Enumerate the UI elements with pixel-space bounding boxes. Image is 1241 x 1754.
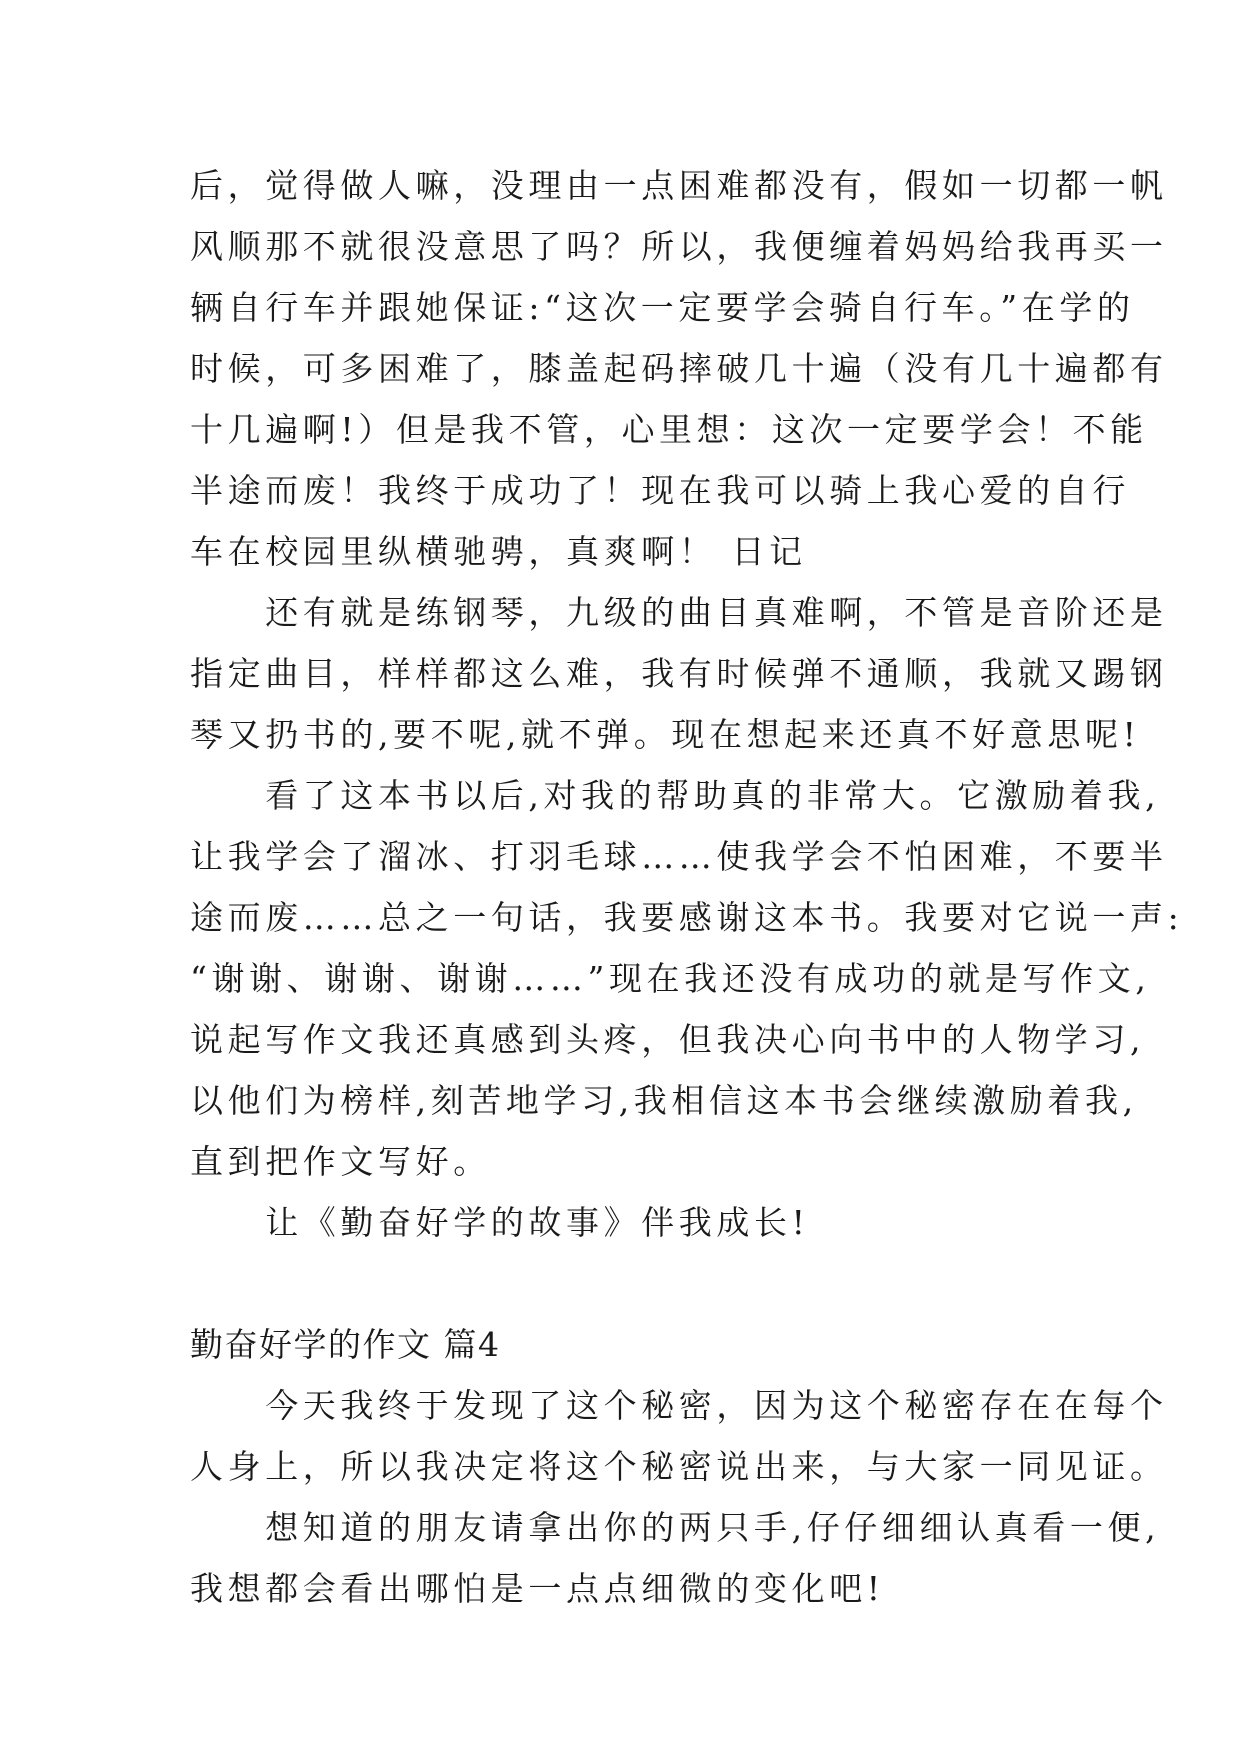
- text-line: 让我学会了溜冰、打羽毛球……使我学会不怕困难，不要半: [190, 837, 1168, 876]
- text-line: 以他们为榜样,刻苦地学习,我相信这本书会继续激励着我,: [190, 1081, 1138, 1120]
- paragraph-first-line: 看了这本书以后,对我的帮助真的非常大。它激励着我,: [190, 776, 1161, 815]
- text-line: 我想都会看出哪怕是一点点细微的变化吧!: [190, 1569, 885, 1608]
- text-line: 指定曲目，样样都这么难，我有时候弹不通顺，我就又踢钢: [190, 654, 1168, 693]
- text-line: 辆自行车并跟她保证:“这次一定要学会骑自行车。”在学的: [190, 288, 1135, 327]
- text-line: 车在校园里纵横驰骋，真爽啊！ 日记: [190, 532, 807, 571]
- paragraph-first-line: 让《勤奋好学的故事》伴我成长!: [190, 1203, 810, 1242]
- text-line: 半途而废！我终于成功了！现在我可以骑上我心爱的自行: [190, 471, 1130, 510]
- text-line: 风顺那不就很没意思了吗？所以，我便缠着妈妈给我再买一: [190, 227, 1168, 266]
- text-line: 人身上，所以我决定将这个秘密说出来，与大家一同见证。: [190, 1447, 1168, 1486]
- text-line: 时候，可多困难了，膝盖起码摔破几十遍（没有几十遍都有: [190, 349, 1168, 388]
- paragraph-first-line: 今天我终于发现了这个秘密，因为这个秘密存在在每个: [190, 1386, 1168, 1425]
- text-line: 说起写作文我还真感到头疼，但我决心向书中的人物学习,: [190, 1020, 1146, 1059]
- text-line: 十几遍啊!）但是我不管，心里想：这次一定要学会！不能: [190, 410, 1148, 449]
- text-line: 后，觉得做人嘛，没理由一点困难都没有，假如一切都一帆: [190, 166, 1168, 205]
- text-line: 琴又扔书的,要不呢,就不弹。现在想起来还真不好意思呢!: [190, 715, 1141, 754]
- section-heading: 勤奋好学的作文 篇4: [190, 1325, 501, 1364]
- paragraph-first-line: 想知道的朋友请拿出你的两只手,仔仔细细认真看一便,: [190, 1508, 1161, 1547]
- document-body: [190, 155, 1184, 1619]
- paragraph-first-line: 还有就是练钢琴，九级的曲目真难啊，不管是音阶还是: [190, 593, 1168, 632]
- text-line: 途而废……总之一句话，我要感谢这本书。我要对它说一声:: [190, 898, 1184, 937]
- text-line: 直到把作文写好。: [190, 1142, 491, 1181]
- text-line: “谢谢、谢谢、谢谢……”现在我还没有成功的就是写作文,: [190, 959, 1151, 998]
- section-spacer: [190, 1253, 1050, 1314]
